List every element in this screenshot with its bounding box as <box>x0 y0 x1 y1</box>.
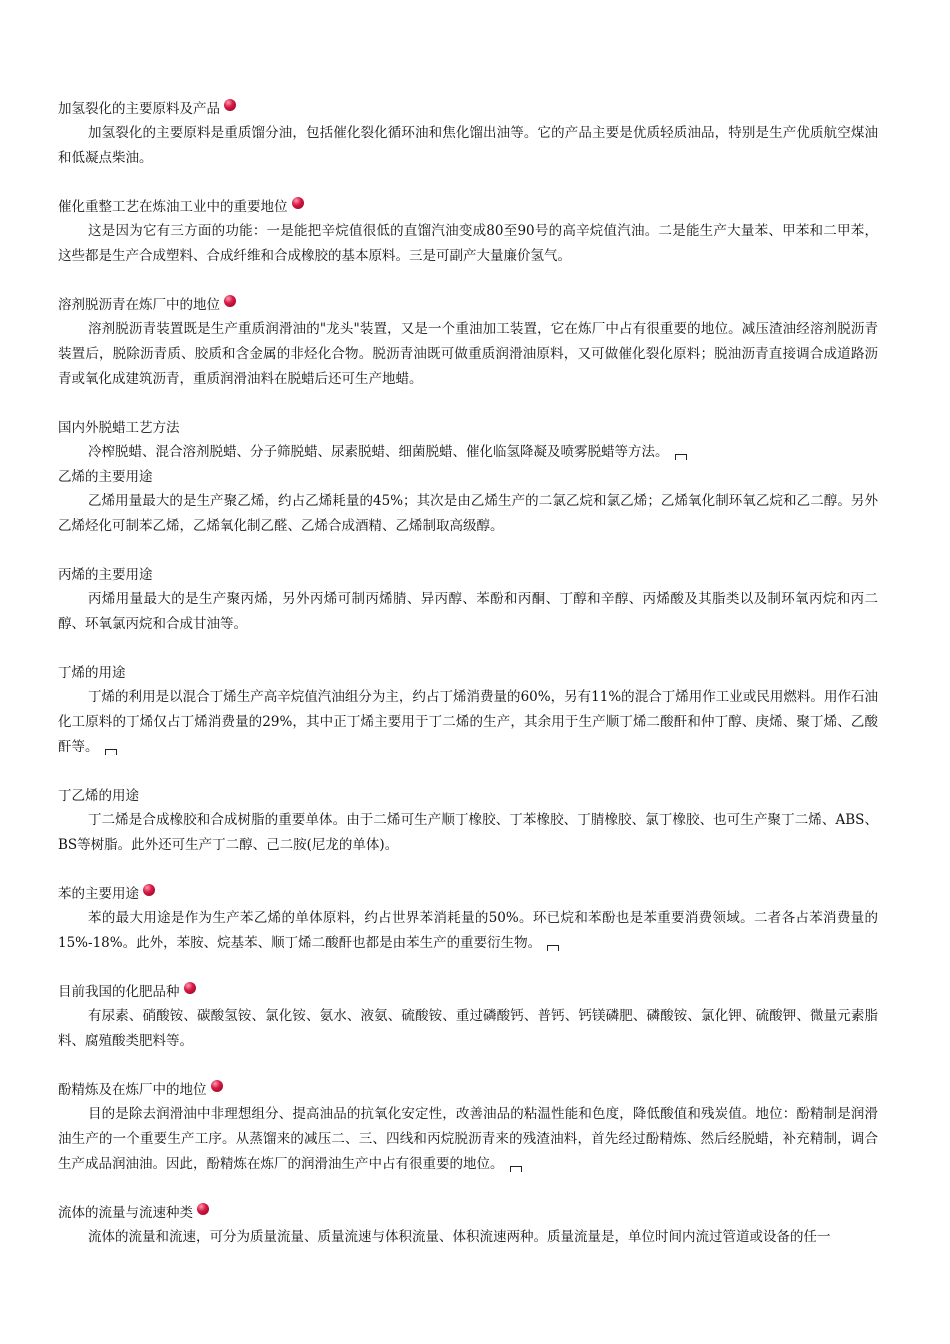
section <box>58 980 878 1054</box>
bullet-dot-icon <box>224 295 236 307</box>
section <box>58 293 878 392</box>
section <box>58 97 878 171</box>
document-body <box>58 0 878 1250</box>
bullet-dot-icon <box>224 99 236 111</box>
section-paragraph: 苯的最大用途是作为生产苯乙烯的单体原料，约占世界苯消耗量的50%。环已烷和苯酚也是苯重要消费领域。二者各占苯消费量的15%-18%。此外，苯胺、烷基苯、顺丁烯二酸酐也都是由苯生产的重要衍生物。 <box>58 910 878 951</box>
section-paragraph: 目的是除去润滑油中非理想组分、提高油品的抗氧化安定性，改善油品的粘温性能和色度，降低酸值和残炭值。地位：酚精制是润滑油生产的一个重要生产工序。从蒸馏来的减压二、三、四线和丙烷脱沥青来的残渣油料，首先经过酚精炼、然后经脱蜡，补充精制，调合生产成品润油油。因此，酚精炼在炼厂的润滑油生产中占有很重要的地位。 <box>58 1106 878 1172</box>
section-paragraph: 丁二烯是合成橡胶和合成树脂的重要单体。由于二烯可生产顺丁橡胶、丁苯橡胶、丁腈橡胶、氯丁橡胶、也可生产聚丁二烯、ABS、BS等树脂。此外还可生产丁二醇、己二胺(尼龙的单体)。 <box>58 812 878 853</box>
section-heading: 流体的流量与流速种类 <box>58 1201 878 1225</box>
section-heading: 目前我国的化肥品种 <box>58 980 878 1004</box>
bullet-dot-icon <box>184 982 196 994</box>
section-heading: 乙烯的主要用途 <box>58 469 153 485</box>
section-heading: 溶剂脱沥青在炼厂中的地位 <box>58 293 878 317</box>
section-heading: 国内外脱蜡工艺方法 <box>58 420 180 436</box>
section <box>58 882 878 956</box>
section-heading: 苯的主要用途 <box>58 882 878 906</box>
section <box>58 784 878 858</box>
return-mark-icon <box>675 454 687 460</box>
bullet-dot-icon <box>211 1080 223 1092</box>
section-heading: 丁乙烯的用途 <box>58 788 139 804</box>
section-heading: 催化重整工艺在炼油工业中的重要地位 <box>58 195 878 219</box>
section <box>58 1201 878 1250</box>
section-paragraph: 流体的流量和流速，可分为质量流量、质量流速与体积流量、体积流速两种。质量流量是，单位时间内流过管道或设备的任一 <box>88 1229 831 1245</box>
bullet-dot-icon <box>292 197 304 209</box>
return-mark-icon <box>510 1166 522 1172</box>
section-paragraph: 冷榨脱蜡、混合溶剂脱蜡、分子筛脱蜡、尿素脱蜡、细菌脱蜡、催化临氢降凝及喷雾脱蜡等方法。 <box>58 440 878 465</box>
section-paragraph: 溶剂脱沥青装置既是生产重质润滑油的"龙头"装置，又是一个重油加工装置，它在炼厂中占有很重要的地位。减压渣油经溶剂脱沥青装置后，脱除沥青质、胶质和含金属的非烃化合物。脱沥青油既可做重质润滑油原料，又可做催化裂化原料；脱油沥青直接调合成道路沥青或氧化成建筑沥青，重质润滑油料在脱蜡后还可生产地蜡。 <box>58 321 878 387</box>
section <box>58 195 878 269</box>
section <box>58 416 878 465</box>
bullet-dot-icon <box>197 1203 209 1215</box>
section <box>58 661 878 760</box>
section-paragraph: 丙烯用量最大的是生产聚丙烯，另外丙烯可制丙烯腈、异丙醇、苯酚和丙酮、丁醇和辛醇、丙烯酸及其脂类以及制环氧丙烷和丙二醇、环氧氯丙烷和合成甘油等。 <box>58 591 878 632</box>
section-paragraph: 这是因为它有三方面的功能：一是能把辛烷值很低的直馏汽油变成80至90号的高辛烷值汽油。二是能生产大量苯、甲苯和二甲苯，这些都是生产合成塑料、合成纤维和合成橡胶的基本原料。三是可副产大量廉价氢气。 <box>58 223 878 264</box>
return-mark-icon <box>105 749 117 755</box>
section-heading: 酚精炼及在炼厂中的地位 <box>58 1078 878 1102</box>
section <box>58 465 878 539</box>
section <box>58 1078 878 1177</box>
section-heading: 丁烯的用途 <box>58 665 126 681</box>
section-heading: 丙烯的主要用途 <box>58 567 153 583</box>
section-paragraph: 丁烯的利用是以混合丁烯生产高辛烷值汽油组分为主，约占丁烯消费量的60%，另有11%的混合丁烯用作工业或民用燃料。用作石油化工原料的丁烯仅占丁烯消费量的29%，其中正丁烯主要用于丁二烯的生产，其余用于生产顺丁烯二酸酐和仲丁醇、庚烯、聚丁烯、乙酸酐等。 <box>58 689 878 755</box>
section-paragraph: 有尿素、硝酸铵、碳酸氢铵、氯化铵、氨水、液氨、硫酸铵、重过磷酸钙、普钙、钙镁磷肥、磷酸铵、氯化钾、硫酸钾、微量元素脂料、腐殖酸类肥料等。 <box>58 1008 878 1049</box>
section <box>58 563 878 637</box>
section-paragraph: 加氢裂化的主要原料是重质馏分油，包括催化裂化循环油和焦化馏出油等。它的产品主要是优质轻质油品，特别是生产优质航空煤油和低凝点柴油。 <box>58 125 878 166</box>
bullet-dot-icon <box>143 884 155 896</box>
section-paragraph: 乙烯用量最大的是生产聚乙烯，约占乙烯耗量的45%；其次是由乙烯生产的二氯乙烷和氯乙烯；乙烯氧化制环氧乙烷和乙二醇。另外乙烯烃化可制苯乙烯，乙烯氧化制乙醛、乙烯合成酒精、乙烯制取高级醇。 <box>58 493 878 534</box>
return-mark-icon <box>547 945 559 951</box>
section-heading: 加氢裂化的主要原料及产品 <box>58 97 878 121</box>
